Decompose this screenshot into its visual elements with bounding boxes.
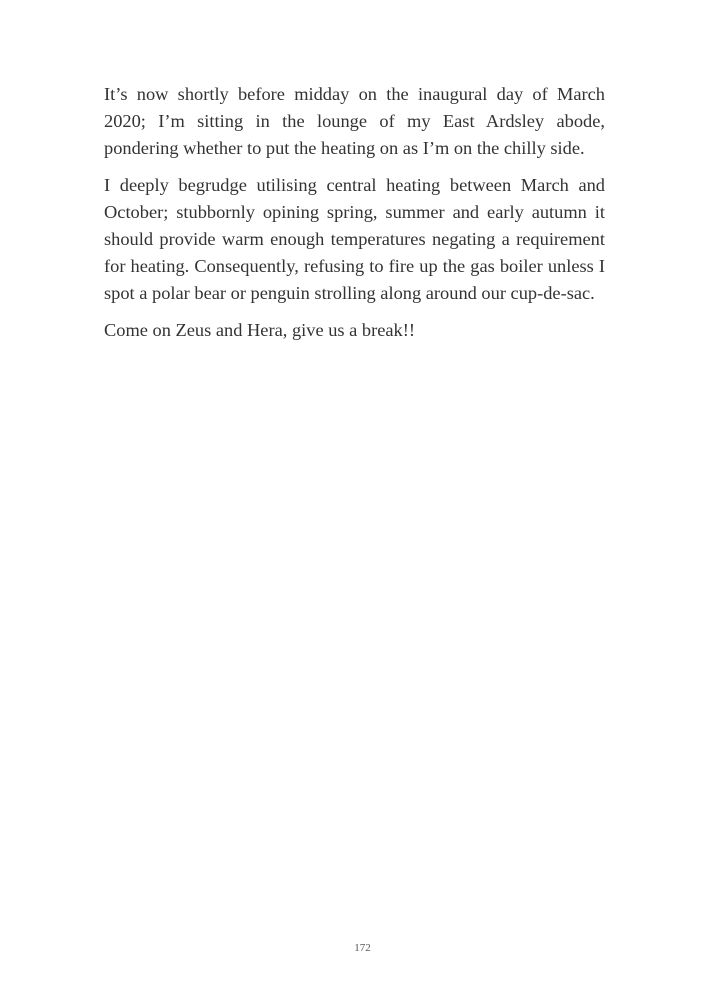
paragraph-3: Come on Zeus and Hera, give us a break!! <box>104 320 415 340</box>
paragraph-1: It’s now shortly before midday on the inaugural day of March 2020; I’m sitting in the lounge of my East Ardsley abode, pondering whether to put the heating on as I’m on the chilly side. <box>104 84 605 158</box>
page-number: 172 <box>354 942 371 954</box>
body-text <box>104 81 605 354</box>
paragraph-2: I deeply begrudge utilising central heating between March and October; stubbornly opining spring, summer and early autumn it should provide warm enough temperatures negating a requirement for heating. Consequently, refusing to fire up the gas boiler unless I spot a polar bear or penguin strolling along around our cup-de-sac. <box>104 175 605 303</box>
